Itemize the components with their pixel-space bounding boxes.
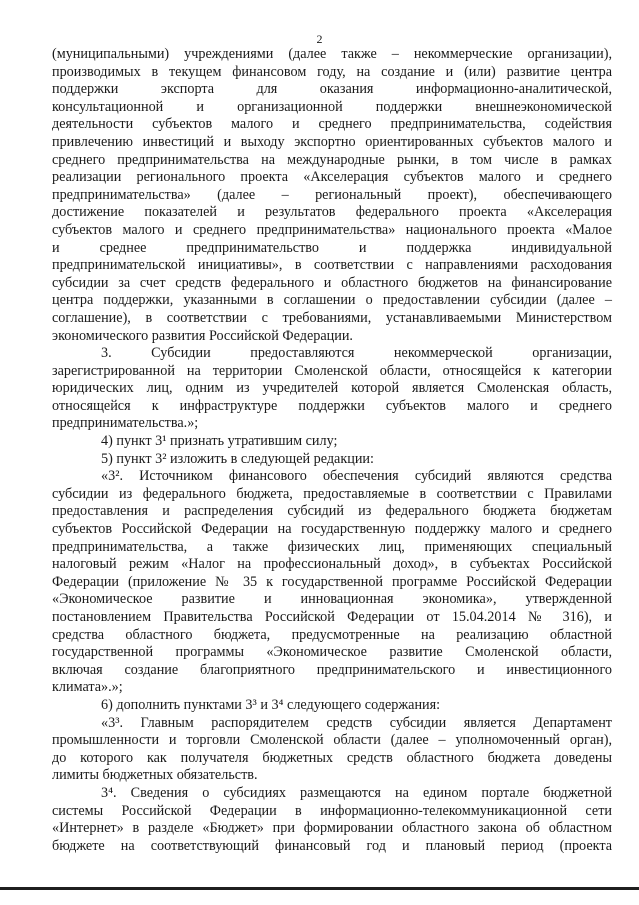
document-body (52, 46, 612, 855)
bottom-rule (0, 887, 639, 890)
text-line: предоставления и распределения субсидий из федерального бюджета бюджетам (52, 503, 612, 520)
text-line: (муниципальными) учреждениями (далее также – некоммерческие организации), (52, 46, 612, 62)
text-line: лимиты бюджетных обязательств. (52, 767, 258, 784)
text-line: предпринимательства, а также физических лиц, применяющих специальный (52, 538, 612, 555)
text-line: «3³. Главным распорядителем средств субсидии является Департамент (101, 714, 612, 731)
text-line: «3². Источником финансового обеспечения субсидий являются средства (101, 468, 612, 485)
text-line: 3. Субсидии предоставляются некоммерческой организации, (101, 345, 612, 362)
text-line: среднего предпринимательства на международные рынки, в том числе в рамках (52, 151, 612, 168)
text-line: 3⁴. Сведения о субсидиях размещаются на едином портале бюджетной (101, 784, 612, 801)
text-line: достижение показателей и результатов федерального проекта «Акселерация (52, 204, 612, 221)
text-line: производимых в текущем финансовом году, на создание и (или) развитие центра (52, 63, 612, 80)
text-line: реализации регионального проекта «Акселерация субъектов малого и среднего (52, 169, 612, 186)
text-line: средства областного бюджета, предусмотренные на реализацию областной (52, 626, 612, 643)
text-line: привлечению инвестиций и выходу экспортно ориентированных субъектов малого и (52, 133, 612, 150)
page-number: 2 (316, 32, 323, 46)
text-line: климата».»; (52, 679, 123, 696)
text-line: Федерации (приложение № 35 к государственной программе Российской Федерации (52, 573, 612, 590)
text-line: 5) пункт 3² изложить в следующей редакции: (101, 450, 374, 467)
text-line: бюджете на соответствующий финансовый год и плановый период (проекта (52, 837, 612, 854)
text-line: государственной программы «Экономическое развитие Смоленской области, (52, 644, 612, 661)
text-line: относящейся к инфраструктуре поддержки субъектов малого и среднего (52, 397, 612, 414)
text-line: соглашение), в соответствии с требованиями, устанавливаемыми Министерством (52, 309, 612, 326)
text-line: поддержки экспорта для оказания информационно-аналитической, (52, 81, 612, 98)
text-line: зарегистрированной на территории Смоленской области, относящейся к категории (52, 362, 612, 379)
text-line: «Интернет» в разделе «Бюджет» при формировании областного закона об областном (52, 820, 612, 837)
text-line: предпринимательства» (далее – региональный проект), обеспечивающего (52, 186, 612, 203)
text-line: 6) дополнить пунктами 3³ и 3⁴ следующего содержания: (101, 696, 441, 713)
text-line: «Экономическое развитие и инновационная экономика», утвержденной (52, 591, 612, 608)
text-line: консультационной и организационной поддержки внешнеэкономической (52, 98, 612, 115)
text-line: деятельности субъектов малого и среднего предпринимательства, содействия (52, 116, 612, 133)
text-line: предпринимательства.»; (52, 415, 199, 432)
text-line: системы Российской Федерации в информационно-телекоммуникационной сети (52, 802, 612, 819)
text-line: субъектов малого и среднего предпринимательства» национального проекта «Малое (52, 221, 612, 238)
text-line: субсидии за счет средств федерального и областного бюджетов на финансирование (52, 274, 612, 291)
text-line: предпринимательской инициативы», в соответствии с направлениями расходования (52, 257, 612, 274)
text-line: включая создание благоприятного предпринимательского и инвестиционного (52, 661, 612, 678)
text-line: постановлением Правительства Российской Федерации от 15.04.2014 № 316), и (52, 609, 612, 625)
text-line: субъектов Российской Федерации на государственную поддержку малого и среднего (52, 521, 612, 538)
text-line: до которого как получателя бюджетных средств областного бюджета доведены (52, 749, 612, 766)
text-line: субсидии из федерального бюджета, предоставляемые в соответствии с Правилами (52, 485, 612, 502)
text-line: экономического развития Российской Федерации. (52, 327, 353, 344)
text-line: центра поддержки, указанными в соглашении о предоставлении субсидии (далее – (52, 292, 612, 309)
text-line: юридических лиц, одним из учредителей которой является Смоленская область, (52, 380, 612, 397)
text-line: промышленности и торговли Смоленской области (далее – уполномоченный орган), (52, 732, 612, 749)
text-line: 4) пункт 3¹ признать утратившим силу; (101, 433, 338, 450)
text-line: и среднее предпринимательство и поддержка индивидуальной (52, 239, 612, 256)
text-line: налоговый режим «Налог на профессиональный доход», в субъектах Российской (52, 556, 612, 573)
